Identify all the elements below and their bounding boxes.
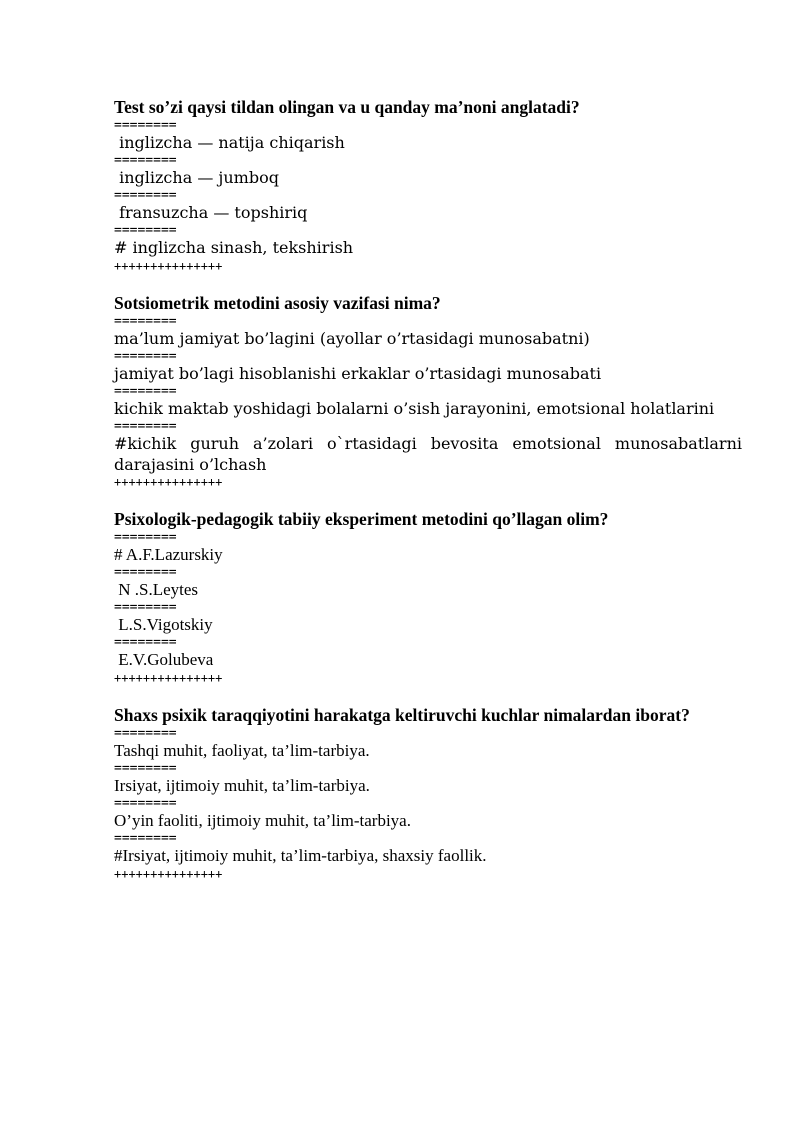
separator: ======== [114,831,177,846]
separator: ======== [114,726,177,741]
separator: ======== [114,530,177,545]
question-end-marker: +++++++++++++++ [114,867,223,881]
answer-option: kichik maktab yoshidagi bolalarni o’sish jarayonini, emotsional holatlarini [114,399,715,418]
question-block-4 [114,704,742,881]
correct-answer-option: #kichik guruh a’zolari o`rtasidagi bevosita emotsional munosabatlarni darajasini o’lchash [114,434,748,474]
answer-option: inglizcha — natija chiqarish [114,133,345,152]
question-text: Shaxs psixik taraqqiyotini harakatga keltiruvchi kuchlar nimalardan iborat? [114,705,690,725]
test-document [114,96,748,900]
separator: ======== [114,314,177,329]
answer-option: fransuzcha — topshiriq [114,203,308,222]
separator: ======== [114,761,177,776]
separator: ======== [114,796,177,811]
correct-answer-option: # A.F.Lazurskiy [114,545,223,564]
separator: ======== [114,349,177,364]
separator: ======== [114,565,177,580]
separator: ======== [114,384,177,399]
correct-answer-option: #Irsiyat, ijtimoiy muhit, ta’lim-tarbiya, shaxsiy faollik. [114,846,487,865]
separator: ======== [114,188,177,203]
correct-answer-option: # inglizcha sinash, tekshirish [114,238,354,257]
answer-option: Tashqi muhit, faoliyat, ta’lim-tarbiya. [114,741,370,760]
answer-option: E.V.Golubeva [114,650,214,669]
separator: ======== [114,600,177,615]
answer-option: L.S.Vigotskiy [114,615,213,634]
answer-option: N .S.Leytes [114,580,199,599]
answer-option: ma’lum jamiyat bo’lagini (ayollar o’rtasidagi munosabatni) [114,329,590,348]
question-end-marker: +++++++++++++++ [114,671,223,685]
question-text: Psixologik-pedagogik tabiiy eksperiment metodini qo’llagan olim? [114,509,609,529]
answer-option: jamiyat bo’lagi hisoblanishi erkaklar o’rtasidagi munosabati [114,364,602,383]
separator: ======== [114,223,177,238]
question-block-1 [114,96,742,273]
separator: ======== [114,635,177,650]
question-block-3 [114,508,742,685]
separator: ======== [114,118,177,133]
answer-option: O’yin faoliti, ijtimoiy muhit, ta’lim-tarbiya. [114,811,411,830]
answer-option: inglizcha — jumboq [114,168,279,187]
separator: ======== [114,153,177,168]
question-block-2 [114,292,748,489]
question-text: Sotsiometrik metodini asosiy vazifasi nima? [114,293,441,313]
question-end-marker: +++++++++++++++ [114,259,223,273]
answer-option: Irsiyat, ijtimoiy muhit, ta’lim-tarbiya. [114,776,370,795]
question-end-marker: +++++++++++++++ [114,475,223,489]
separator: ======== [114,419,177,434]
question-text: Test so’zi qaysi tildan olingan va u qanday ma’noni anglatadi? [114,97,580,117]
